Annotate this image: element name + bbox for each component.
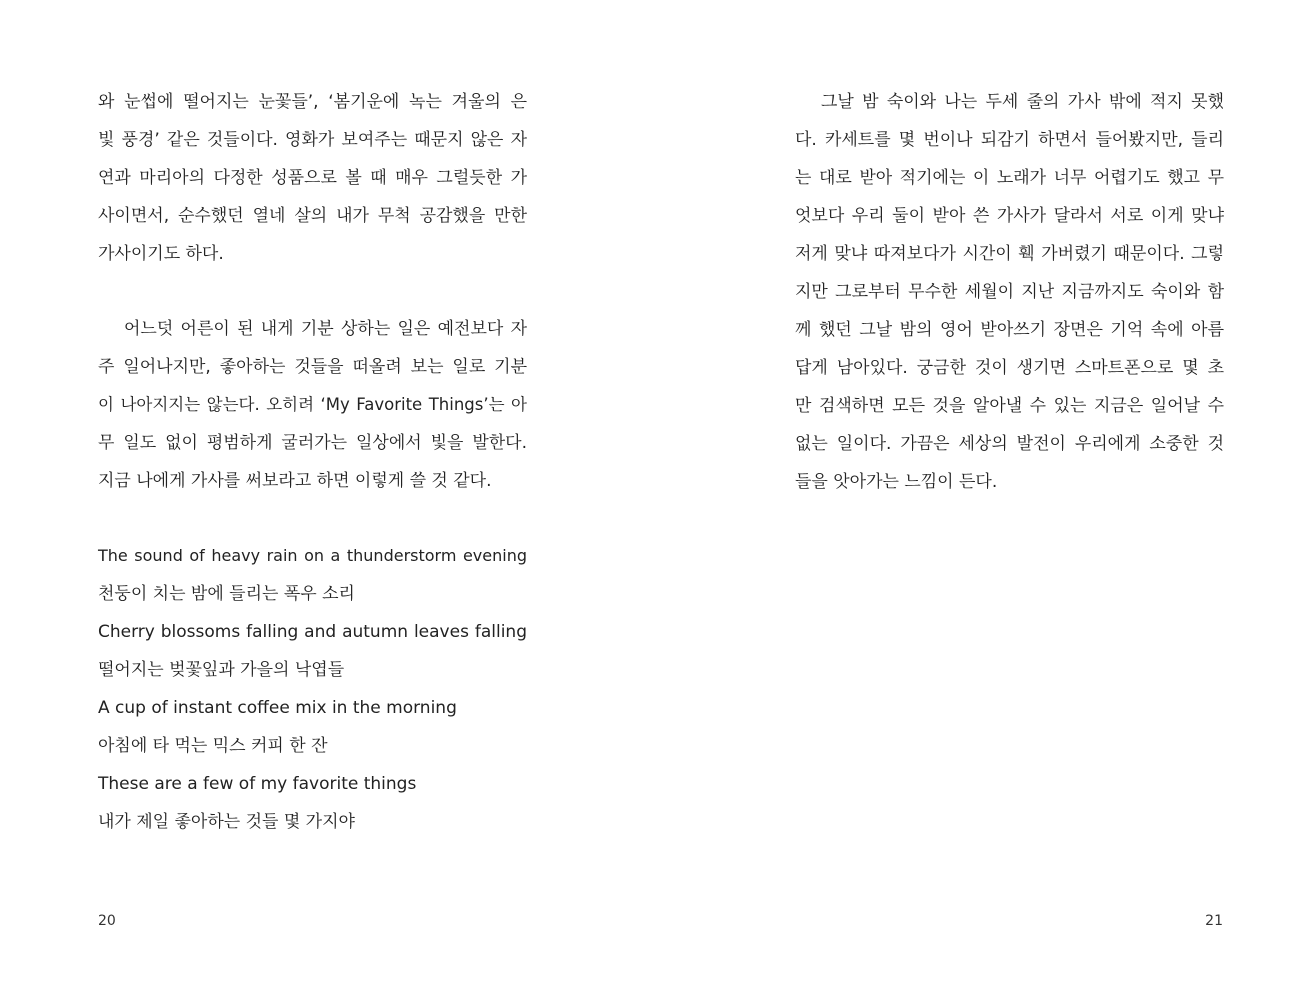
lyric-line: 떨어지는 벚꽃잎과 가을의 낙엽들 [98,660,345,680]
lyric-line: These are a few of my favorite things [98,774,417,794]
lyrics-block [98,537,527,841]
text-line: 주 일어나지만, 좋아하는 것들을 떠올려 보는 일로 기분 [98,357,527,377]
text-line: 들을 앗아가는 느낌이 든다. [795,472,998,492]
text-line: 빛 풍경’ 같은 것들이다. 영화가 보여주는 때문지 않은 자 [98,130,527,150]
text-line: 어느덧 어른이 된 내게 기분 상하는 일은 예전보다 자 [124,319,527,339]
right-paragraph-1 [795,83,1224,501]
text-line: 답게 남아있다. 궁금한 것이 생기면 스마트폰으로 몇 초 [795,358,1224,378]
text-line: 무 일도 없이 평범하게 굴러가는 일상에서 빛을 발한다. [98,433,527,453]
lyric-line: A cup of instant coffee mix in the morning [98,698,457,718]
text-line: 사이면서, 순수했던 열네 살의 내가 무척 공감했을 만한 [98,206,527,226]
lyric-line: Cherry blossoms falling and autumn leaves falling [98,622,527,642]
right-page [657,0,1314,986]
text-line: 엇보다 우리 둘이 받아 쓴 가사가 달라서 서로 이게 맞냐 [795,206,1224,226]
text-line: 께 했던 그날 밤의 영어 받아쓰기 장면은 기억 속에 아름 [795,320,1224,340]
lyric-line: 아침에 타 먹는 믹스 커피 한 잔 [98,736,328,756]
text-line: 는 대로 받아 적기에는 이 노래가 너무 어렵기도 했고 무 [795,168,1224,188]
text-line: 가사이기도 하다. [98,244,224,264]
lyric-line: The sound of heavy rain on a thunderstorm evening [98,546,527,565]
text-line: 만 검색하면 모든 것을 알아낼 수 있는 지금은 일어날 수 [795,396,1224,416]
text-line: 연과 마리아의 다정한 성품으로 볼 때 매우 그럴듯한 가 [98,168,527,188]
text-line: 그날 밤 숙이와 나는 두세 줄의 가사 밖에 적지 못했 [821,92,1224,112]
text-line: 와 눈썹에 떨어지는 눈꽃들’, ‘봄기운에 녹는 겨울의 은 [98,92,527,112]
text-line: 지금 나에게 가사를 써보라고 하면 이렇게 쓸 것 같다. [98,471,492,491]
page-number: 20 [98,913,116,929]
text-line: 저게 맞냐 따져보다가 시간이 훽 가버렸기 때문이다. 그렇 [795,244,1224,264]
left-paragraph-2 [98,310,527,500]
text-line: 지만 그로부터 무수한 세월이 지난 지금까지도 숙이와 함 [795,282,1224,302]
text-line: 이 나아지지는 않는다. 오히려 ‘My Favorite Things’는 아 [98,395,527,414]
page-number: 21 [1205,913,1223,929]
text-line: 없는 일이다. 가끔은 세상의 발전이 우리에게 소중한 것 [795,434,1224,454]
lyric-line: 천둥이 치는 밤에 들리는 폭우 소리 [98,584,355,604]
left-paragraph-1 [98,83,527,273]
lyric-line: 내가 제일 좋아하는 것들 몇 가지야 [98,812,355,832]
text-line: 다. 카세트를 몇 번이나 되감기 하면서 들어봤지만, 들리 [795,130,1224,150]
